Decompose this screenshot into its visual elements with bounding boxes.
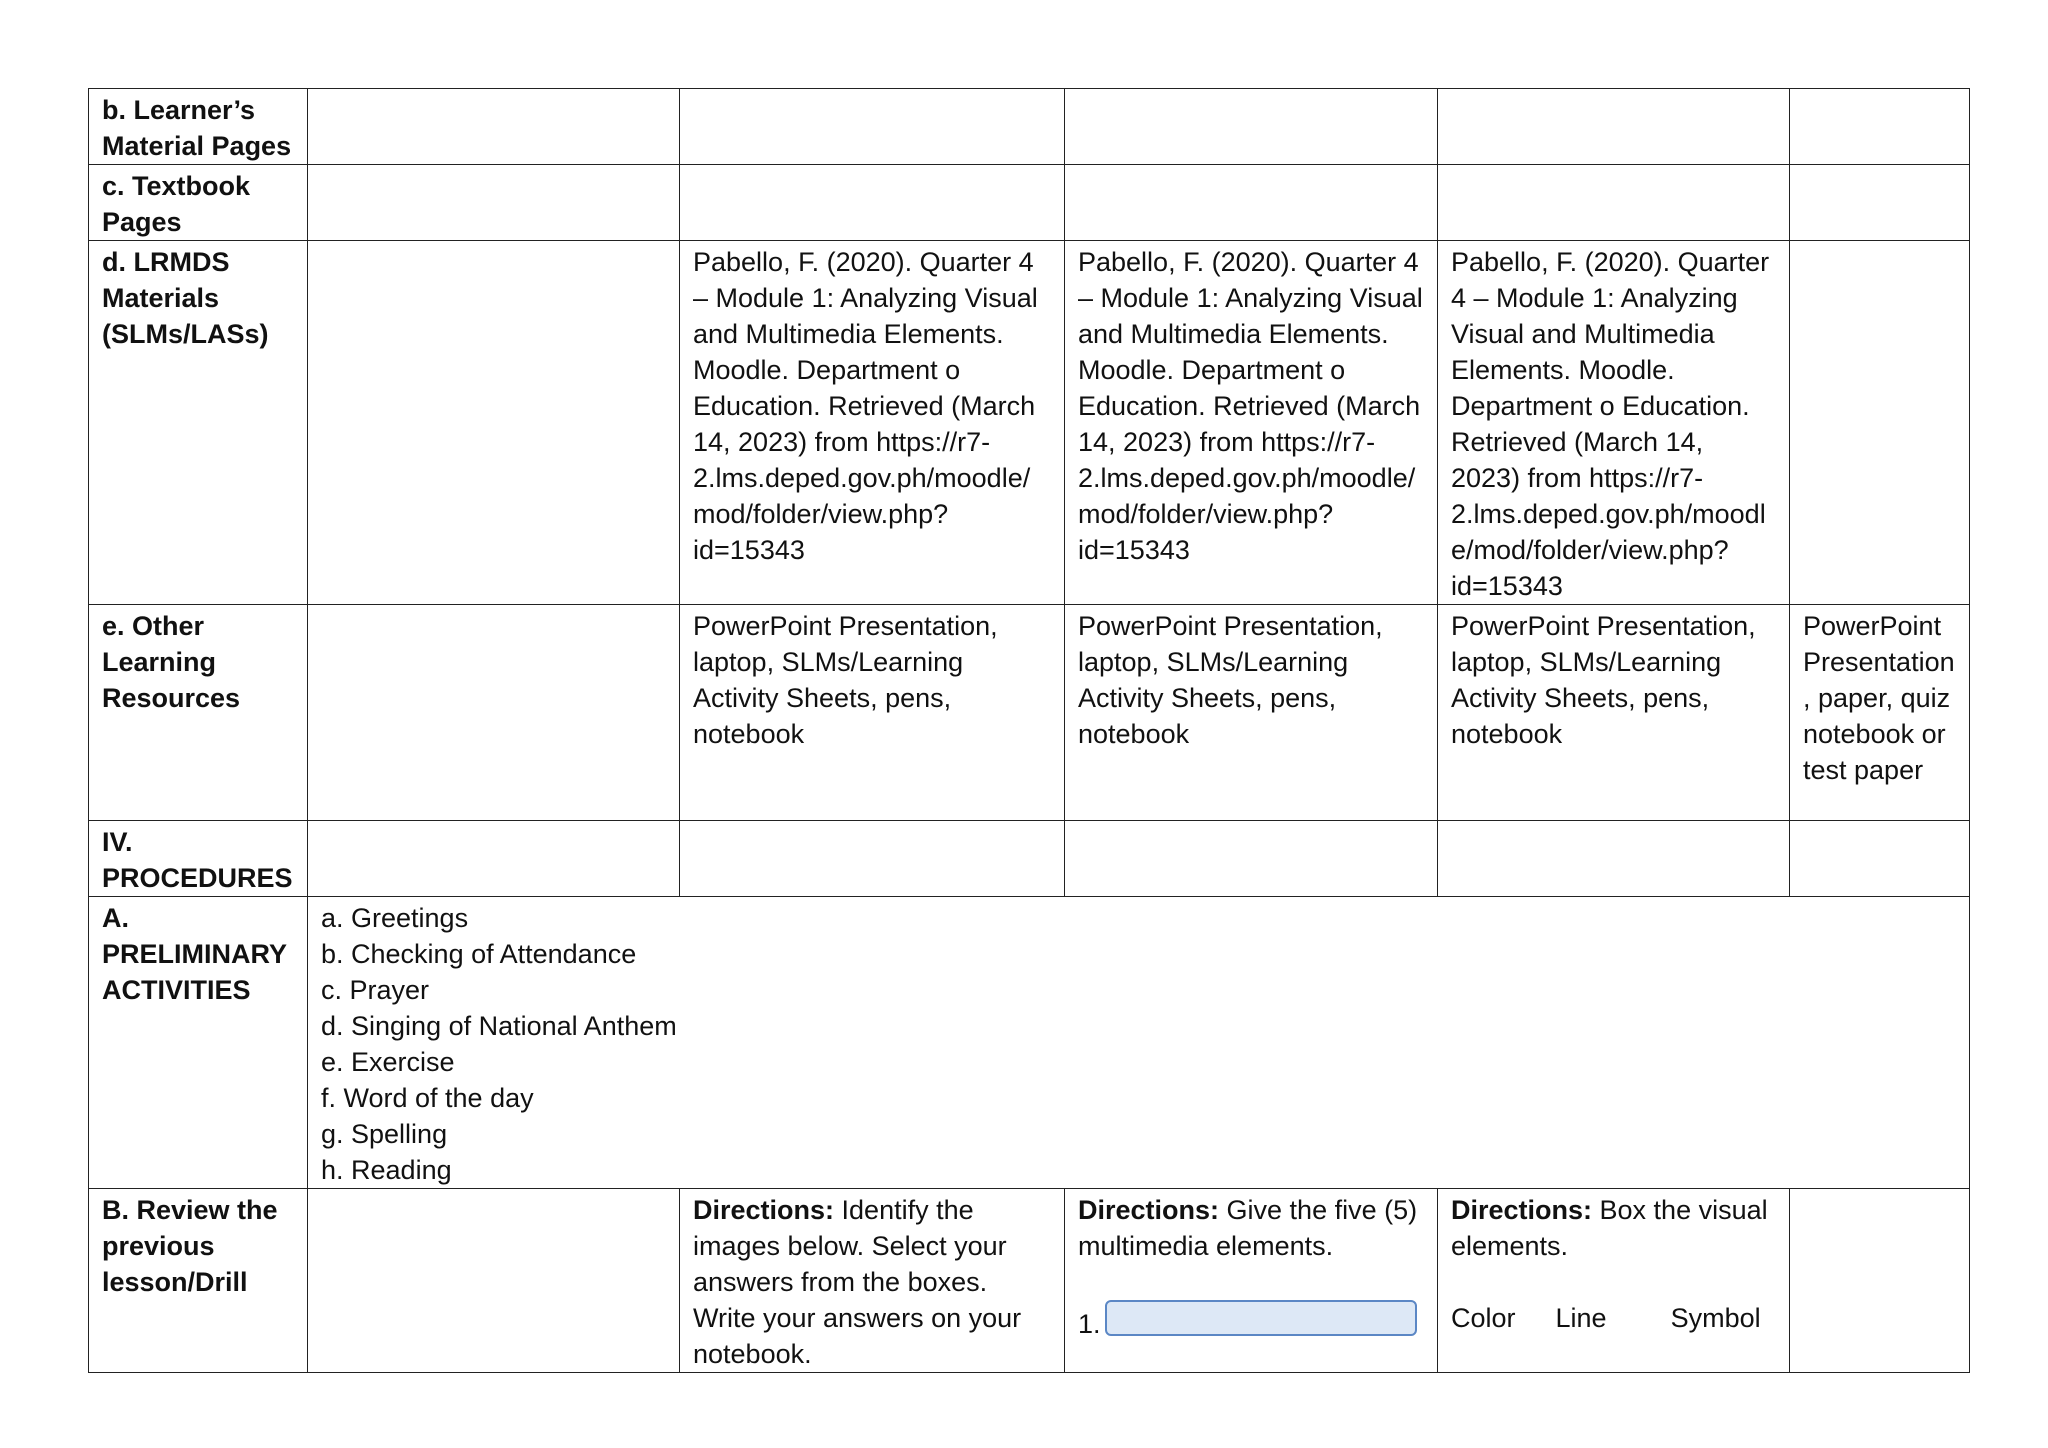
lesson-plan-table — [88, 88, 1970, 1373]
review-day1 — [680, 1189, 1065, 1373]
choice-item: Symbol — [1670, 1303, 1761, 1333]
empty-cell — [1438, 165, 1790, 241]
row-procedures — [89, 821, 1970, 897]
lrmds-day2: Pabello, F. (2020). Quarter 4 – Module 1: Analyzing Visual and Multimedia Elements. Moodle. Department o Education. Retrieved (March 14, 2023) from https://r7-2.lms.deped.gov.ph/moodle/mod/folder/view.php?id=15343 — [1065, 241, 1438, 605]
row-learners-material — [89, 89, 1970, 165]
empty-cell — [680, 165, 1065, 241]
row-preliminary — [89, 897, 1970, 1189]
empty-cell — [1790, 89, 1970, 165]
row-label: e. Other Learning Resources — [89, 605, 308, 821]
empty-cell — [1438, 89, 1790, 165]
resources-day2: PowerPoint Presentation, laptop, SLMs/Learning Activity Sheets, pens, notebook — [1065, 605, 1438, 821]
empty-cell — [1790, 821, 1970, 897]
review-day2 — [1065, 1189, 1438, 1373]
list-item: b. Checking of Attendance — [321, 939, 637, 969]
empty-cell — [308, 241, 680, 605]
directions-label: Directions: — [1078, 1195, 1220, 1225]
empty-cell — [308, 821, 680, 897]
list-item: h. Reading — [321, 1155, 452, 1185]
lrmds-day3: Pabello, F. (2020). Quarter 4 – Module 1: Analyzing Visual and Multimedia Elements. Moodle. Department o Education. Retrieved (March 14, 2023) from https://r7-2.lms.deped.gov.ph/moodle/mod/folder/view.php?id=15343 — [1438, 241, 1790, 605]
list-item: a. Greetings — [321, 903, 469, 933]
row-textbook — [89, 165, 1970, 241]
directions-text: Give the five (5) multimedia elements. — [1078, 1195, 1418, 1261]
list-item: g. Spelling — [321, 1119, 448, 1149]
choice-item: Line — [1555, 1303, 1607, 1333]
empty-cell — [308, 1189, 680, 1373]
row-lrmds — [89, 241, 1970, 605]
row-label: c. Textbook Pages — [89, 165, 308, 241]
resources-day3: PowerPoint Presentation, laptop, SLMs/Learning Activity Sheets, pens, notebook — [1438, 605, 1790, 821]
empty-cell — [1438, 821, 1790, 897]
row-label: b. Learner’s Material Pages — [89, 89, 308, 165]
preliminary-activities-list — [308, 897, 1970, 1189]
row-review — [89, 1189, 1970, 1373]
directions-text: Identify the images below. Select your answers from the boxes. Write your answers on your notebook. — [693, 1195, 1022, 1369]
row-other-resources — [89, 605, 1970, 821]
visual-elements-choices — [1451, 1300, 1777, 1336]
list-item: f. Word of the day — [321, 1083, 534, 1113]
row-label: IV. PROCEDURES — [89, 821, 308, 897]
row-label: B. Review the previous lesson/Drill — [89, 1189, 308, 1373]
directions-label: Directions: — [693, 1195, 835, 1225]
empty-cell — [1065, 821, 1438, 897]
empty-cell — [308, 605, 680, 821]
empty-cell — [308, 165, 680, 241]
directions-text: Box the visual elements. — [1451, 1195, 1768, 1261]
empty-cell — [1790, 1189, 1970, 1373]
answer-text-box[interactable] — [1105, 1300, 1417, 1336]
directions-label: Directions: — [1451, 1195, 1593, 1225]
empty-cell — [1065, 89, 1438, 165]
review-day3 — [1438, 1189, 1790, 1373]
empty-cell — [680, 89, 1065, 165]
row-label: d. LRMDS Materials (SLMs/LASs) — [89, 241, 308, 605]
row-label: A. PRELIMINARY ACTIVITIES — [89, 897, 308, 1189]
item-number: 1. — [1078, 1309, 1101, 1339]
resources-day4: PowerPoint Presentation, paper, quiz notebook or test paper — [1790, 605, 1970, 821]
list-item: c. Prayer — [321, 975, 430, 1005]
list-item: d. Singing of National Anthem — [321, 1011, 677, 1041]
empty-cell — [680, 821, 1065, 897]
empty-cell — [1065, 165, 1438, 241]
empty-cell — [1790, 165, 1970, 241]
resources-day1: PowerPoint Presentation, laptop, SLMs/Learning Activity Sheets, pens, notebook — [680, 605, 1065, 821]
choice-item: Color — [1451, 1303, 1516, 1333]
list-item: e. Exercise — [321, 1047, 455, 1077]
answer-row — [1078, 1300, 1425, 1342]
empty-cell — [1790, 241, 1970, 605]
empty-cell — [308, 89, 680, 165]
lrmds-day1: Pabello, F. (2020). Quarter 4 – Module 1: Analyzing Visual and Multimedia Elements. Moodle. Department o Education. Retrieved (March 14, 2023) from https://r7-2.lms.deped.gov.ph/moodle/mod/folder/view.php?id=15343 — [680, 241, 1065, 605]
